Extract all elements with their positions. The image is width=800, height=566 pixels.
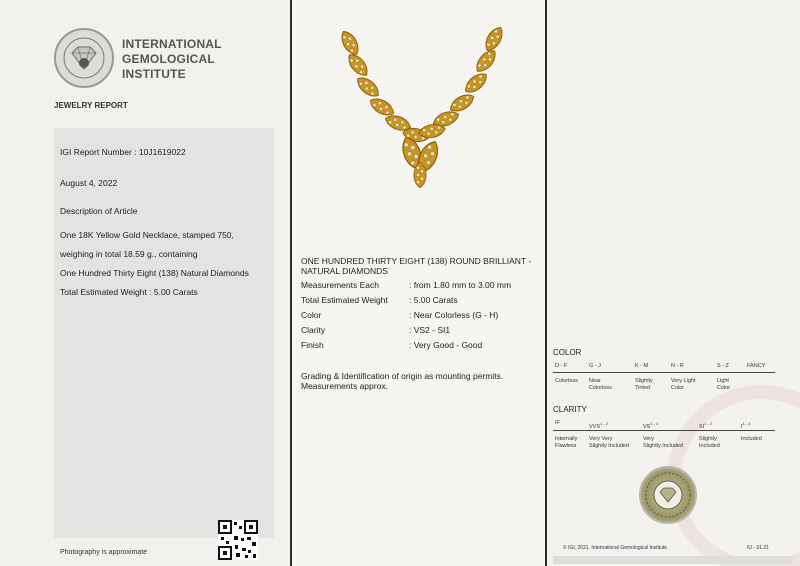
- spec-label: Finish: [301, 340, 324, 350]
- clarity-desc-line: Very: [643, 436, 655, 442]
- clarity-desc-line: Slightly Included: [643, 443, 684, 449]
- institute-name: [122, 37, 222, 82]
- color-grade: FANCY: [747, 363, 766, 369]
- necklace-link: [414, 162, 426, 187]
- igi-hologram-seal-icon: [639, 466, 697, 524]
- description-line: weighing in total 18.59 g., containing: [60, 249, 198, 259]
- clarity-grade-label: SI: [699, 423, 705, 430]
- color-desc-line: Tinted: [635, 385, 651, 391]
- clarity-grade-range: 1 - 3: [742, 421, 751, 426]
- color-scale-heading: COLOR: [553, 348, 582, 357]
- necklace-link: [462, 70, 491, 97]
- report-middle-panel: [292, 0, 545, 566]
- spec-value: : from 1.80 mm to 3.00 mm: [409, 280, 512, 290]
- report-type: JEWELRY REPORT: [54, 101, 128, 110]
- clarity-desc-line: Slightly Included: [589, 443, 630, 449]
- clarity-desc: [643, 436, 683, 450]
- clarity-desc: [741, 436, 762, 443]
- copyright-note: © IGI, 2021. International Gemological Institute: [563, 545, 668, 551]
- color-desc-line: Very Light: [671, 378, 696, 384]
- color-desc: [717, 378, 730, 392]
- color-grade: D - F: [555, 363, 568, 369]
- security-strip: [553, 556, 793, 564]
- clarity-desc: [699, 436, 720, 450]
- report-date: August 4, 2022: [60, 178, 118, 188]
- spec-label: Measurements Each: [301, 280, 379, 290]
- grading-note-line: Grading & Identification of origin as mounting permits.: [301, 371, 504, 381]
- spec-value: : VS2 - SI1: [409, 325, 451, 335]
- clarity-grade: [555, 420, 560, 427]
- color-desc-line: Color: [671, 385, 685, 391]
- clarity-desc-line: Included: [741, 436, 762, 442]
- color-desc-line: Color: [717, 385, 731, 391]
- igi-logo-icon: [54, 28, 114, 88]
- spec-label: Clarity: [301, 325, 326, 335]
- clarity-grade-label: I: [741, 423, 743, 430]
- description-line: One Hundred Thirty Eight (138) Natural Diamonds: [60, 268, 249, 278]
- color-desc: [635, 378, 653, 392]
- clarity-grade-range: 1 - 2: [704, 421, 713, 426]
- color-desc-line: Slightly: [635, 378, 653, 384]
- color-grade: G - J: [589, 363, 601, 369]
- spec-value: : 5.00 Carats: [409, 295, 458, 305]
- clarity-scale-divider: [553, 430, 775, 431]
- color-desc: [671, 378, 695, 392]
- report-left-panel: [0, 0, 290, 566]
- institute-name-line: GEMOLOGICAL: [122, 52, 215, 66]
- description-heading: Description of Article: [60, 206, 138, 216]
- report-right-panel: [547, 0, 800, 566]
- qr-code-icon[interactable]: [218, 520, 258, 560]
- color-desc: [555, 378, 578, 385]
- color-desc-line: Colorless: [555, 378, 578, 384]
- color-desc-line: Colorless: [589, 385, 612, 391]
- report-number: IGI Report Number : 10J1619022: [60, 147, 186, 157]
- institute-name-line: INSTITUTE: [122, 67, 186, 81]
- necklace-link: [345, 51, 372, 80]
- total-weight: Total Estimated Weight : 5.00 Carats: [60, 287, 198, 297]
- clarity-grade-range: 1 - 2: [650, 421, 659, 426]
- necklace-link: [338, 28, 362, 57]
- clarity-scale-heading: CLARITY: [553, 405, 587, 414]
- description-line: One 18K Yellow Gold Necklace, stamped 750,: [60, 230, 234, 240]
- clarity-desc-line: Included: [699, 443, 720, 449]
- photo-note: Photography is approximate: [60, 549, 148, 556]
- clarity-grade-label: VVS: [589, 423, 601, 430]
- report-details: [54, 128, 274, 538]
- spec-label: Total Estimated Weight: [301, 295, 388, 305]
- necklace-photo: [332, 25, 512, 195]
- grading-note-line: Measurements approx.: [301, 381, 388, 391]
- color-desc: [589, 378, 612, 392]
- spec-value: : Near Colorless (G - H): [409, 310, 499, 320]
- color-grade: K - M: [635, 363, 649, 369]
- spec-label: Color: [301, 310, 322, 320]
- institute-name-line: INTERNATIONAL: [122, 37, 222, 51]
- clarity-desc: [589, 436, 629, 450]
- spec-value: : Very Good - Good: [409, 340, 483, 350]
- clarity-desc-line: Internally: [555, 436, 578, 442]
- necklace-link: [354, 74, 383, 101]
- clarity-desc-line: Flawless: [555, 443, 577, 449]
- diamond-heading-line: ONE HUNDRED THIRTY EIGHT (138) ROUND BRILLIANT -: [301, 256, 532, 266]
- necklace-link: [473, 47, 500, 76]
- color-desc-line: Near: [589, 378, 601, 384]
- form-code: IU - 01.21: [747, 545, 769, 551]
- color-grade: S - Z: [717, 363, 729, 369]
- diamond-heading: [301, 256, 531, 276]
- grading-note: [301, 371, 503, 391]
- diamond-heading-line: NATURAL DIAMONDS: [301, 266, 388, 276]
- clarity-desc-line: Very Very: [589, 436, 613, 442]
- diamond-emblem-icon: [62, 36, 106, 80]
- clarity-grade-label: VS: [643, 423, 651, 430]
- color-scale-divider: [553, 372, 775, 373]
- clarity-grade-range: 1 - 2: [600, 421, 609, 426]
- color-grade: N - R: [671, 363, 684, 369]
- clarity-grade-label: IF: [555, 420, 560, 426]
- clarity-desc-line: Slightly: [699, 436, 717, 442]
- color-desc-line: Light: [717, 378, 729, 384]
- clarity-desc: [555, 436, 577, 450]
- necklace-link: [482, 25, 506, 54]
